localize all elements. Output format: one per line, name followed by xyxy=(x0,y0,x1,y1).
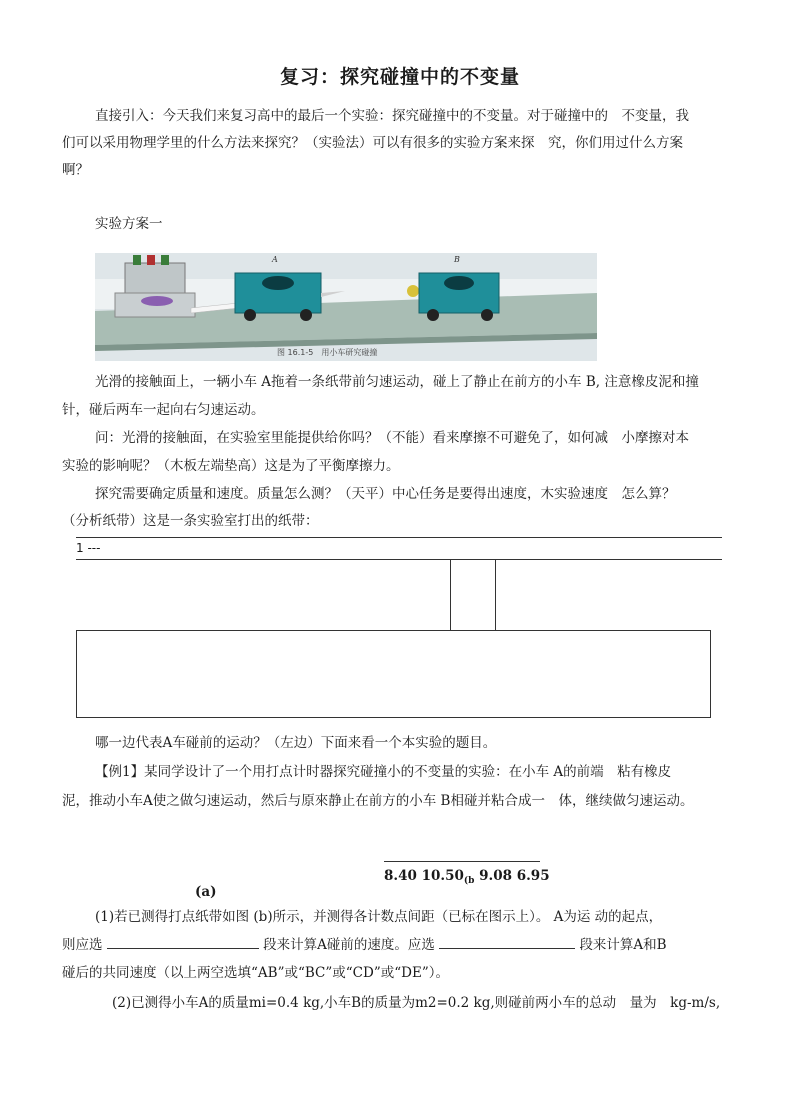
q1-line-3: 碰后的共同速度（以上两空选填“AB”或“BC”或“CD”或“DE”）。 xyxy=(62,965,449,981)
paragraph3-line-2: （分析纸带）这是一条实验室打出的纸带： xyxy=(62,513,319,529)
measurement-rule xyxy=(384,861,540,862)
page-title: 复习：探究碰撞中的不变量 xyxy=(279,66,520,88)
intro-line-3: 啊？ xyxy=(62,162,89,178)
example-line-1: 【例1】某同学设计了一个用打点计时器探究碰撞小的不变量的实验：在小车 A的前端 粘有橡皮 xyxy=(95,764,672,780)
paragraph1-line-2: 针，碰后两车一起向右匀速运动。 xyxy=(62,402,265,418)
paragraph3-line-1: 探究需要确定质量和速度。质量怎么测？（天平）中心任务是要得出速度，木实验速度 怎么算？ xyxy=(95,486,676,502)
figure-caption: 图 16.1-5 用小车研究碰撞 xyxy=(277,348,378,357)
label-cart-b: B xyxy=(454,255,460,264)
answer-blank-2[interactable] xyxy=(439,948,575,949)
experiment-figure xyxy=(95,253,597,361)
carts-illustration xyxy=(95,253,597,361)
q1-text-a: 则应选 xyxy=(62,937,103,953)
intro-line-2: 们可以采用物理学里的什么方法来探究？（实验法）可以有很多的实验方案来探 究，你们用过什么方案 xyxy=(62,135,683,151)
q1-line-1: (1)若已测得打点纸带如图 (b)所示，并测得各计数点间距（已标在图示上）。 A为运 动的起点， xyxy=(95,909,663,925)
tape-box xyxy=(76,630,711,718)
tape-label: 1 --- xyxy=(76,541,101,555)
measurement-values xyxy=(384,864,550,893)
q1-text-c: 段来计算A和B xyxy=(579,937,667,953)
example-line-2: 泥，推动小车A使之做匀速运动，然后与原來静止在前方的小车 B相碰并粘合成一 体，继续做匀速运动。 xyxy=(62,793,694,809)
intro-line-1: 直接引入：今天我们来复习高中的最后一个实验：探究碰撞中的不变量。对于碰撞中的 不变量，我 xyxy=(95,108,689,124)
figure-a-label: (a) xyxy=(195,884,217,900)
tape-divider-left xyxy=(450,559,451,631)
paragraph2-line-2: 实验的影响呢？（木板左端垫高）这是为了平衡摩擦力。 xyxy=(62,458,400,474)
measurements-sub-label: (b xyxy=(463,876,475,886)
tape-divider-right xyxy=(495,559,496,631)
label-cart-a: A xyxy=(272,255,278,264)
measurements-left: 8.40 10.50 xyxy=(384,868,464,884)
scheme-heading: 实验方案一 xyxy=(95,216,163,232)
q1-line-2 xyxy=(62,933,667,957)
tape-top-line xyxy=(76,537,722,538)
tape-bottom-line xyxy=(76,559,722,560)
answer-blank-1[interactable] xyxy=(107,948,259,949)
paragraph2-line-1: 问：光滑的接触面，在实验室里能提供给你吗？（不能）看来摩擦不可避免了，如何减 小摩擦对本 xyxy=(95,430,689,446)
measurements-right: 9.08 6.95 xyxy=(474,868,550,884)
question-line: 哪一边代表A车碰前的运动？（左边）下面来看一个本实验的题目。 xyxy=(95,735,497,751)
q2-line-1: (2)已测得小车A的质量mi=0.4 kg,小车B的质量为m2=0.2 kg,则碰前两小车的总动 量为 kg-m/s, xyxy=(112,995,721,1011)
paragraph1-line-1: 光滑的接触面上，一辆小车 A拖着一条纸带前匀速运动，碰上了静止在前方的小车 B, 注意橡皮泥和撞 xyxy=(95,374,699,390)
q1-text-b: 段来计算A碰前的速度。应选 xyxy=(263,937,435,953)
